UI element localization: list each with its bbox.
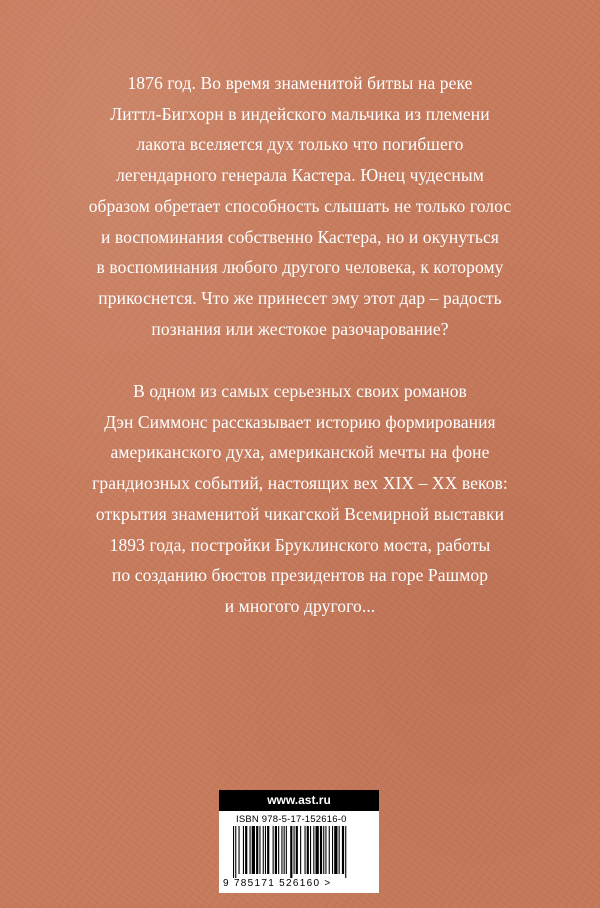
publisher-website: www.ast.ru <box>219 790 379 811</box>
annotation-line: лакота вселяется дух только что погибшего <box>136 134 464 155</box>
annotation-line: познания или жестокое разочарование? <box>151 318 449 339</box>
annotation-line: и многого другого... <box>224 595 376 616</box>
annotation-line: прикоснется. Что же принесет эму этот дар – радость <box>98 287 502 308</box>
annotation-line: В одном из самых серьезных своих романов <box>133 381 467 401</box>
barcode-bar <box>329 826 330 874</box>
barcode-bar <box>278 826 279 874</box>
barcode-bar <box>243 826 244 874</box>
barcode-bar <box>316 826 319 874</box>
barcode-bar <box>296 826 298 874</box>
barcode-bar <box>265 826 266 874</box>
annotation-line: образом обретает способность слышать не только голос <box>88 195 512 216</box>
barcode-bar <box>290 826 292 878</box>
barcode-bar <box>256 826 258 874</box>
annotation-line: Дэн Симмонс рассказывает историю формирования <box>104 411 496 432</box>
annotation-paragraph-2 <box>70 376 530 622</box>
barcode-bar <box>263 826 264 874</box>
annotation-line: легендарного генерала Кастера. Юнец чудесным <box>116 165 484 186</box>
barcode-bar <box>339 826 340 874</box>
annotation-line: грандиозных событий, настоящих вех XIX – XX веков: <box>92 473 508 494</box>
annotation-line: и воспоминания собственно Кастера, но и окунуться <box>100 226 500 247</box>
barcode-bar <box>235 826 236 878</box>
annotation-line: 1893 года, постройки Бруклинского моста, работы <box>109 534 491 555</box>
barcode-bar <box>345 826 346 878</box>
barcode-bar <box>252 826 255 874</box>
barcode-bar <box>273 826 274 874</box>
barcode-bar <box>334 826 337 874</box>
annotation-line: Литтл-Бигхорн в индейского мальчика из племени <box>110 103 490 124</box>
barcode-bar <box>286 826 287 874</box>
barcode-bar <box>267 826 269 874</box>
barcode-bar <box>294 826 295 874</box>
barcode-bar <box>239 826 240 874</box>
isbn-label: ISBN 978-5-17-152616-0 <box>236 814 347 825</box>
barcode-bar <box>300 826 301 874</box>
annotation-line: 1876 год. Во время знаменитой битвы на реке <box>127 73 473 93</box>
barcode-bar <box>332 826 333 874</box>
barcode-bar <box>320 826 322 874</box>
barcode-box <box>219 790 379 893</box>
barcode-bar <box>307 826 309 874</box>
annotation-paragraph-1 <box>70 68 530 344</box>
barcode-bar <box>284 826 285 874</box>
barcode-icon <box>233 826 367 878</box>
annotation-line: американского духа, американской мечты на фоне <box>110 442 490 463</box>
barcode-bar <box>250 826 251 874</box>
barcode-bar <box>233 826 234 878</box>
annotation-line: по созданию бюстов президентов на горе Рашмор <box>111 565 489 586</box>
barcode-bar <box>313 826 314 874</box>
barcode-bar <box>342 826 344 874</box>
annotation-line: открытия знаменитой чикагской Всемирной выставки <box>95 503 505 524</box>
barcode-bar <box>275 826 277 874</box>
barcode-bar <box>245 826 247 874</box>
barcode-bar <box>259 826 260 874</box>
barcode-bar <box>305 826 306 874</box>
annotation-line: в воспоминания любого другого человека, к которому <box>96 257 504 278</box>
barcode-digits: 9 785171 526160 > <box>223 878 332 889</box>
barcode-bar <box>281 826 282 874</box>
barcode-bar <box>310 826 311 874</box>
barcode-bar <box>323 826 324 874</box>
barcode-bar <box>325 826 326 874</box>
